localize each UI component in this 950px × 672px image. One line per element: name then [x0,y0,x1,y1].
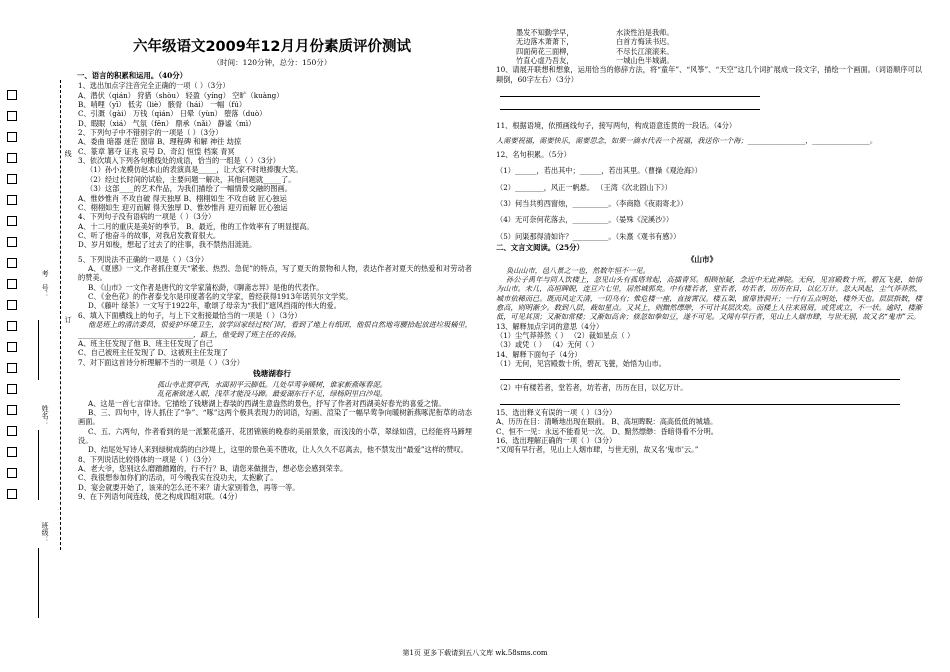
question-line: A、老大爷，您别这么磨蹭蹭蹭的，行不行？B、请您来做报告，想必您会感到荣幸。 [78,464,348,474]
question-line: C、自己被班主任发现了 D、这被班主任发现了 [78,348,229,358]
score-box[interactable] [7,426,17,436]
section-heading: 一、语言的积累和运用。（40分） [77,70,188,80]
question-line: B、哨哩（yī） 低劣（liè） 骸骨（hái） 一幅（fú） [78,99,247,109]
score-box[interactable] [7,468,17,478]
score-box[interactable] [7,321,17,331]
name-label: 姓名： [41,405,50,426]
class-field[interactable] [38,548,39,618]
question-line: D、宴会就要开始了，该来的怎么还不来？请大家别着急，再等一等。 [78,482,300,492]
score-box[interactable] [7,90,17,100]
question-line: B、三、四句中，诗人抓住了“争”、“啄”这两个极具表现力的词语，勾画、渲染了一幅早莺争向暖树新燕啄泥衔草的动态画面。 [78,407,472,427]
question-13-a: （1）尘气莽莽然（ ） （2）裁如星点（ ） [496,331,635,341]
question-line: 4、下列句子没有语病的一项是（ ）（3分） [78,212,216,222]
question-15-a: A、历历在目：清晰地出现在眼前。 B、高垣睥睨：高高低低的城墙。 [496,417,718,427]
section-2-heading: 二、文言文阅读。（25分） [496,243,584,253]
question-line: A、这是一首七言律诗。它描绘了钱塘湖上春装的西湖生意盎然的景色，抒写了作者对西湖美好春光的喜爱之情。 [88,398,446,408]
couplet-row [482,37,922,46]
passage-paragraph: 孙公子禹年与同人饮楼上，忽见山头有孤塔耸起，高插青冥。相顾惊疑，念近中无此禅院。无何，见宫殿数十所，碧瓦飞甍，始悟为山市。未几，高垣睥睨，连亘六七里，居然城郭矣。中有楼若者，堂若者，坊若者，历历在目，以亿万计。忽大风起，尘气莽莽然，城市依稀而已。既而风定天清，一切乌有；惟危楼一座，直接霄汉。楼五架，窗扉皆洞开；一行有五点明处，楼外天也。层层指数，楼愈高，则明渐少。数到八层，裁如星点。又其上，则黯然缥缈，不可计其层次矣。而楼上人往来屑屑，或凭或立，不一状。逾时，楼渐低，可见其顶；又渐如常楼；又渐如高舍；倏忽如拳如豆，遂不可见。又闻有早行者，见山上人烟市肆，与世无别，故又名“鬼市”云。 [496,274,922,322]
question-line: A、惟妙惟肖 不攻自破 得天独厚 B、栩栩如生 不攻自破 匠心独运 [78,193,287,203]
question-line: A、潜伏（qián） 狩猎（shòu） 轻盈（yíng） 空旷（kuàng） [78,90,284,100]
question-16: 16、选出理解正确的一项（ ）（3分） [496,435,617,445]
couplet-part[interactable]: 水淡性泊是我师。 [616,28,674,37]
passage-title: 《山市》 [686,254,718,264]
question-16-a: “又闻有早行者，见山上人烟市肆，与世无别，故又名‘鬼市’云。” [496,445,699,455]
binding-dash-line [60,80,61,550]
answer-line[interactable] [500,404,900,405]
page-footer: 第1页 更多下载请到五八文库 wk.58sms.com [402,649,548,657]
score-box[interactable] [7,279,17,289]
score-box[interactable] [7,153,17,163]
question-line: 7、对下面这首诗分析理解不当的一项是（ ）（3分） [78,357,244,367]
poem-line: 乱花渐欲迷人眼，浅草才能没马蹄。最爱湖东行不足，绿杨阴里白沙堤。 [156,389,387,399]
couplet-list [482,28,922,65]
poem-title: 钱塘湖春行 [253,369,291,378]
question-line: 8、下列说话比较得体的一项是（ ）（3分） [78,454,216,464]
left-column [72,30,472,502]
question-line: D、暇眼（xiá） 气氛（fēn） 鼎承（nǎi） 静谧（mì） [78,118,256,128]
question-11-text: 人需要祝福，需要快乐，需要思念，如果一滴水代表一个祝福，我送你一个海；________________，________________。 [496,135,877,145]
question-line: 他是班上的清洁委员，很爱护环境卫生，放学回家经过校门时，看到了地上有纸团，他很自然地弯腰拾起放进垃圾桶里，________________________________，路上，他受到了班主任的表扬。 [78,320,472,339]
question-line: A、班主任发现了他 B、班主任发现了自己 [78,338,213,348]
score-box[interactable] [7,489,17,499]
score-box[interactable] [7,384,17,394]
left-questions [72,71,472,502]
question-line: A、《夏感》一文,作者抓住夏天“紧张、热烈、急促”的特点，写了夏天的景物和人物，表达作者对夏天的热爱和对劳动者的赞美。 [78,264,472,283]
couplet-part[interactable]: 无边落木萧萧下， [516,37,574,47]
question-line: 5、下列说法不正确的一项是（ ）（3分） [78,254,209,264]
couplet-part[interactable]: 竹直心虚乃吾友， [516,56,574,66]
question-line: D、岁月如梭，想起了过去了的往事，我不禁热泪涟涟。 [78,240,257,250]
poem-line: 孤山寺北贾亭西，水面初平云脚低。几处早莺争暖树，谁家新燕啄春泥。 [156,379,387,389]
right-column [482,28,922,455]
binding-label-line: 线 [64,150,73,157]
question-line: C、五、六两句，作者看到的是一派繁花盛开、花团锦簇的晚春的美丽景象，而浅浅的小草，翠绿如茵，已经能将马蹄埋没。 [78,426,472,446]
question-13: 13、解释加点字词的意思（4分） [496,321,604,331]
score-box[interactable] [7,237,17,247]
question-line: C、引溉（gài） 万钱（qián） 日晕（yùn） 堕落（duò） [78,109,267,119]
question-13-b: （3）或凭（ ） （4）无何（ ） [496,340,599,350]
score-box[interactable] [7,447,17,457]
score-checkboxes [7,90,17,510]
question-15-b: C、恒不一见：永远不能看见一次。 D、黯然缥缈：昏暗得看不分明。 [496,426,718,436]
score-box[interactable] [7,132,17,142]
question-line: B、《山市》一文作者是唐代的文学家蒲松龄，《聊斋志异》是他的代表作。 [88,282,324,292]
binding-label-order: 订 [64,316,73,323]
question-line: （1）孙小龙模仿赵本山的表演真是_____，让大家不时地捧腹大笑。 [86,165,303,175]
question-line: 1、选出加点字注音完全正确的一项（ ）（3分） [78,81,230,91]
question-line: C、篆章 篡夺 证兆 哀号 D、奇幻 恒惶 档案 青冥 [78,146,235,156]
couplet-part[interactable]: 一城山色半城湖。 [616,56,674,66]
question-line: C、听了他奋斗的故事，对我启发教育很大。 [78,230,221,240]
score-box[interactable] [7,405,17,415]
passage [482,266,922,322]
binding-margin [0,0,78,672]
question-15: 15、选出释义有误的一项（ ）（3分） [496,407,617,417]
question-12-lines [482,166,922,241]
couplet-part[interactable]: 四面荷花三面柳， [516,46,574,56]
question-14-b: （2）中有楼若者，堂若者，坊若者，历历在目，以亿万计。 [496,383,688,393]
fill-in-line[interactable]: （5）问渠那得清如许？__________。（朱熹《观书有感》） [496,231,681,241]
score-box[interactable] [7,258,17,268]
question-line: C、《金色花》的作者泰戈尔是印度著名的文学家，曾经获得1913年诺贝尔文学奖。 [88,292,353,302]
exam-title: 六年级语文2009年12月月份素质评价测试 [132,39,412,55]
exam-subtitle: （时间：120分钟，总分：150分） [212,57,332,67]
question-line: 2、下列句子中不错别字的一项是（ ）（3分） [78,128,223,138]
couplet-row [482,56,922,65]
question-line: （3）这部____的艺术作品，为我们描绘了一幅情景交融的图画。 [86,184,292,194]
kaohao-label: 考 号： [41,270,50,298]
fill-in-line[interactable]: （4）无可奈何花落去，__________。（晏殊《浣溪沙》） [496,215,674,225]
question-line: A、委曲 暗器 迷茫 窗扉 B、理程碑 和解 神往 劫掠 [78,137,242,147]
question-11: 11、根据语境，依照画线句子，接写两句，构成语意连贯的一段话。（4分） [496,121,737,131]
question-line: C、栩栩如生 迎刃而解 得天独厚 D、惟妙惟肖 迎刃而解 匠心独运 [78,202,288,212]
score-box[interactable] [7,111,17,121]
score-box[interactable] [7,174,17,184]
fill-in-line[interactable]: （2）________，风正一帆悬。 （王湾《次北固山下》） [496,182,672,192]
question-line: A、十二月的重庆是美好的季节。 B、最近，他的工作效率有了明显提高。 [78,221,314,231]
question-line: （2）经过长时间的试验，主要问题一解决，其他问题就_____了。 [86,174,296,184]
score-box[interactable] [7,300,17,310]
couplet-part[interactable]: 不尽长江滚滚来。 [616,46,674,56]
question-line: 3、依次填入下列各句横线处的成语，恰当的一组是（ ）（3分） [78,156,280,166]
question-12: 12、名句积累。（5分） [496,149,571,159]
question-14: 14、解释下面句子（4分） [496,349,582,359]
score-box[interactable] [7,363,17,373]
answer-line[interactable] [500,379,900,380]
score-box[interactable] [7,342,17,352]
question-line: C、我很想参加你们的活动，可今晚我实在没功夫，太抱歉了。 [78,473,278,483]
score-box[interactable] [7,216,17,226]
couplet-part[interactable]: 墨发不知勤学早， [516,28,574,37]
question-line: D、《藤叶 绿茶》一文写于1922年，歌颂了母亲为“我们”遮风挡雨的伟大的爱。 [88,301,341,311]
fill-in-line[interactable]: （3）何当共剪西窗烛，__________。（李商隐《夜雨寄北》） [496,198,688,208]
question-line: 9、在下列语句间连线，使之构成四组对联。（4分） [78,492,242,502]
question-line: 6、填入下面横线上的句子，与上下文衔接最恰当的一项是（ ）（3分） [78,310,302,320]
couplet-part[interactable]: 白首方悔读书迟。 [616,37,674,47]
question-line: D、结尾处写诗人来到绿树成荫的白沙堤上，这里的景色美不胜收，让人久久不忍离去，他不禁发出“最爱”这样的赞叹。 [88,445,468,455]
couplet-row [482,47,922,56]
answer-line[interactable] [500,96,760,97]
name-field[interactable] [38,430,39,500]
question-10: 10、请展开联想和想象，运用恰当的修辞方法，将“童年”、“风筝”、“天空”这几个词扩展成一段文字，描绘一个画面。（词语顺序可以颠倒，60字左右）（3分） [496,65,922,84]
question-14-a: （1）无何，见宫殿数十所，碧瓦飞甍，始悟为山市。 [496,359,666,369]
couplet-row [482,28,922,37]
class-label: 班级： [41,522,50,543]
answer-line[interactable] [500,109,760,110]
passage-paragraph: 奂山山市，邑八景之一也，然数年恒不一见。 [506,265,650,275]
fill-in-line[interactable]: （1）______，若出其中；______，若出其里。（曹操《观沧海》） [496,166,702,176]
kaohao-field[interactable] [38,320,39,380]
score-box[interactable] [7,195,17,205]
